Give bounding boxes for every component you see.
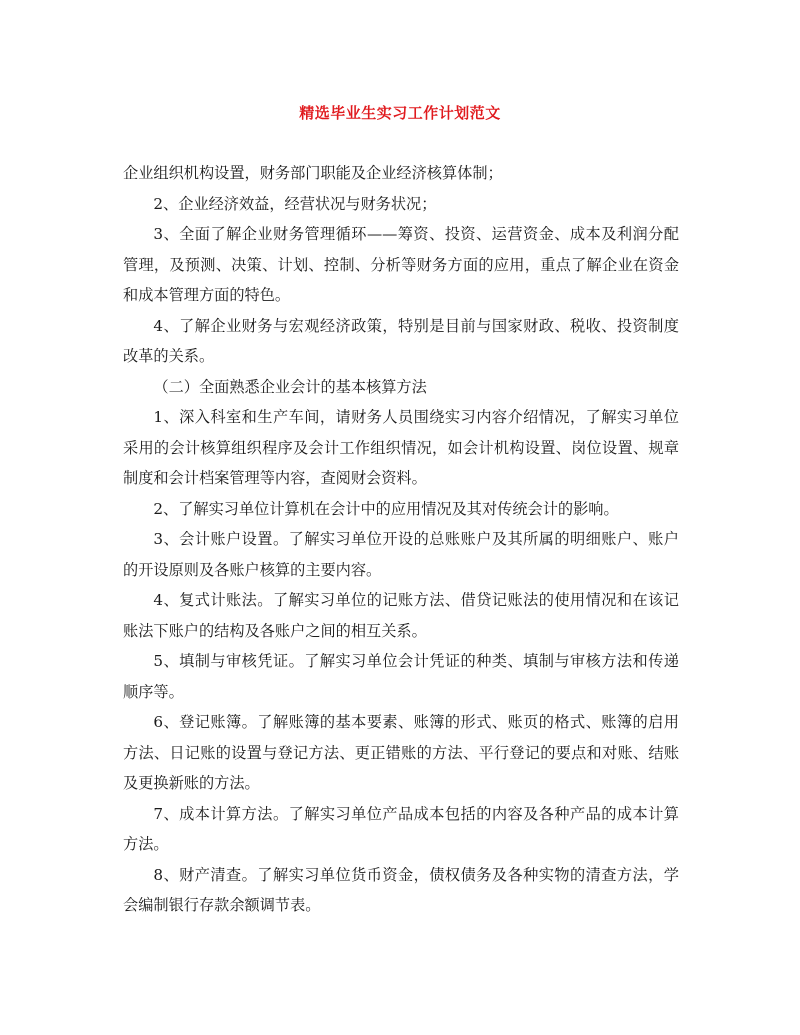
- paragraph: 企业组织机构设置，财务部门职能及企业经济核算体制；: [123, 164, 503, 182]
- paragraph: 3、全面了解企业财务管理循环——筹资、投资、运营资金、成本及利润分配管理，及预测、决策、计划、控制、分析等财务方面的应用，重点了解企业在资金和成本管理方面的特色。: [123, 225, 679, 304]
- paragraph: 5、填制与审核凭证。了解实习单位会计凭证的种类、填制与审核方法和传递顺序等。: [123, 652, 679, 701]
- document-body: [123, 158, 679, 921]
- paragraph: 2、企业经济效益，经营状况与财务状况；: [153, 194, 437, 213]
- paragraph: 2、了解实习单位计算机在会计中的应用情况及其对传统会计的影响。: [153, 499, 619, 518]
- document-title: 精选毕业生实习工作计划范文: [299, 104, 501, 122]
- paragraph: 6、登记账簿。了解账簿的基本要素、账簿的形式、账页的格式、账簿的启用方法、日记账的设置与登记方法、更正错账的方法、平行登记的要点和对账、结账及更换新账的方法。: [123, 713, 679, 792]
- paragraph: 7、成本计算方法。了解实习单位产品成本包括的内容及各种产品的成本计算方法。: [123, 804, 679, 853]
- paragraph: 3、会计账户设置。了解实习单位开设的总账账户及其所属的明细账户、账户的开设原则及各账户核算的主要内容。: [123, 530, 679, 579]
- section-heading: （二）全面熟悉企业会计的基本核算方法: [153, 377, 427, 396]
- paragraph: 4、了解企业财务与宏观经济政策，特别是目前与国家财政、税收、投资制度改革的关系。: [123, 316, 679, 365]
- paragraph: 8、财产清查。了解实习单位货币资金，债权债务及各种实物的清查方法，学会编制银行存款余额调节表。: [123, 865, 679, 914]
- paragraph: 1、深入科室和生产车间，请财务人员围绕实习内容介绍情况，了解实习单位采用的会计核算组织程序及会计工作组织情况，如会计机构设置、岗位设置、规章制度和会计档案管理等内容，查阅财会资料。: [123, 408, 679, 487]
- paragraph: 4、复式计账法。了解实习单位的记账方法、借贷记账法的使用情况和在该记账法下账户的结构及各账户之间的相互关系。: [123, 591, 679, 640]
